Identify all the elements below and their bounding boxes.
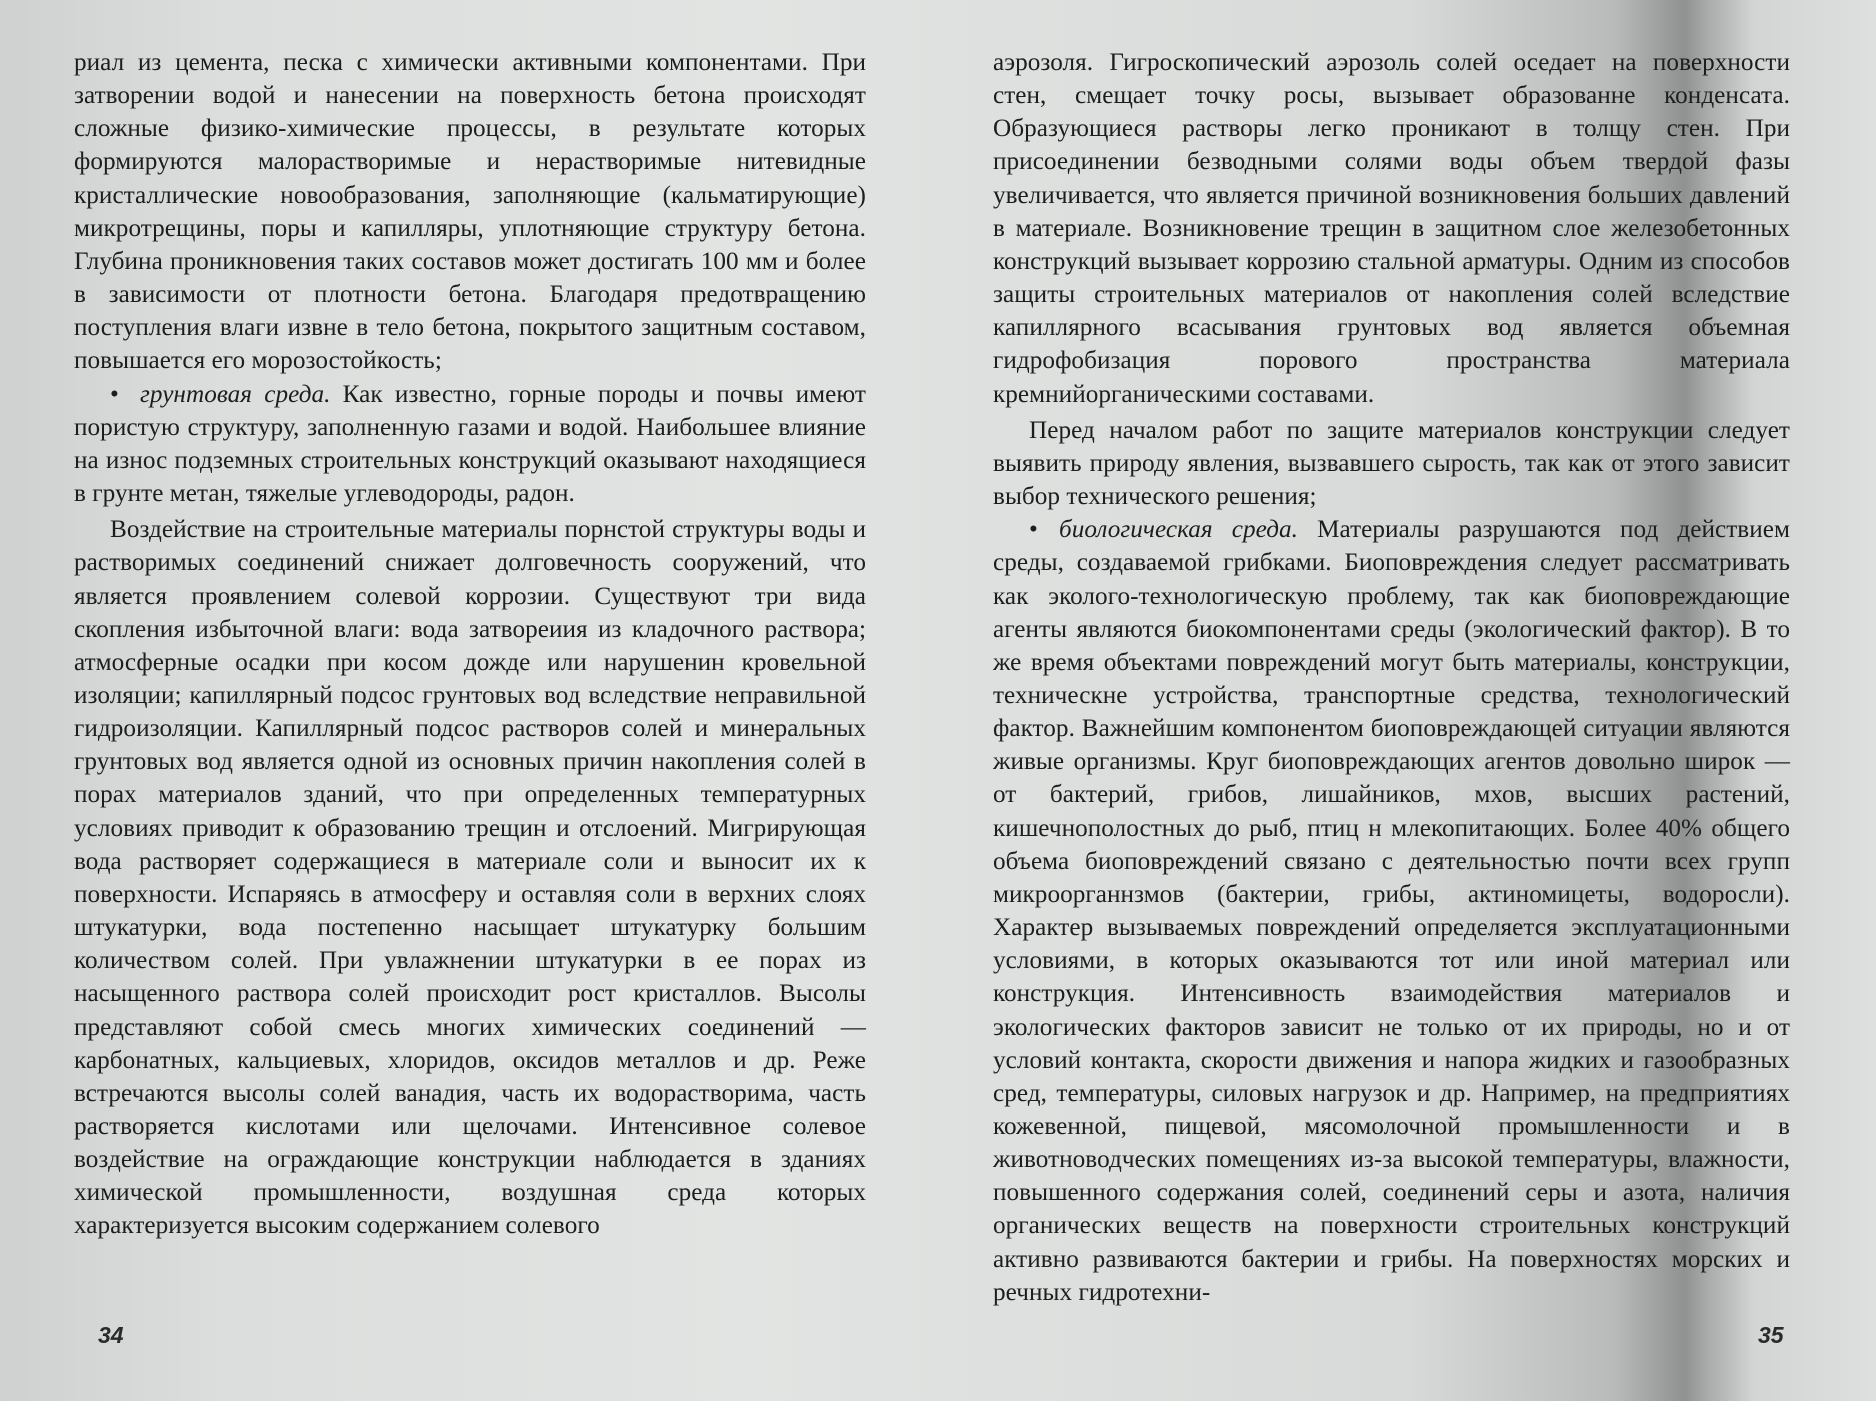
- bullet-icon: •: [110, 380, 119, 408]
- right-bullet-term: биологическая среда.: [1059, 516, 1299, 544]
- right-page-number: 35: [1758, 1322, 1784, 1348]
- left-bullet-item: [74, 378, 866, 511]
- right-bullet-text: Материалы разрушаются под действием среды, создаваемой грибками. Биоповреждения следует рассматривать как эколого-технологическую проблему, так как биоповреждающие агенты являются биокомпонентами среды (экологический фактор). В то же время объектами повреждений могут быть материалы, конструкции, техническне устройства, транспортные средства, технологический фактор. Важнейшим компонентом биоповреждающей ситуации являются живые организмы. Круг биоповреждающих агентов довольно широк — от бактерий, грибов, лишайников, мхов, высших растений, кишечнополостных до рыб, птиц н млекопитающих. Более 40% общего объема биоповреждений связано с деятельностью почти всех групп микроорганнзмов (бактерии, грибы, актиномицеты, водоросли). Характер вызываемых повреждений определяется эксплуатационными условиями, в которых оказываются тот или иной материал или конструкция. Интенсивность взаимодействия материалов и экологических факторов зависит не только от их природы, но и от условий контакта, скорости движения и напора жидких и газообразных сред, температуры, силовых нагрузок и др. Например, на предприятиях кожевенной, пищевой, мясомолочной промышленности и в животноводческих помещениях из-за высокой температуры, влажности, повышенного содержания солей, соединений серы и азота, наличия органических веществ на поверхности строительных конструкций активно развиваются бактерии и грибы. На поверхностях морских и речных гидротехни-: [993, 516, 1790, 1306]
- right-page: [993, 46, 1790, 1309]
- left-page-number: 34: [98, 1322, 124, 1348]
- right-bullet-item: [993, 513, 1790, 1309]
- left-paragraph-1: риал из цемента, песка с химически активными компонентами. При затворении водой и нанесении на поверхность бетона происходят сложные физико-химические процессы, в результате которых формируются малорастворимые и нерастворимые нитевидные кристаллические новообразования, заполняющие (кальматирующие) микротрещины, поры и капилляры, уплотняющие структуру бетона. Глубина проникновения таких составов может достигать 100 мм и более в зависимости от плотности бетона. Благодаря предотвращению поступления влаги извне в тело бетона, покрытого защитным составом, повышается его морозостойкость;: [74, 49, 866, 375]
- left-page: [74, 46, 866, 1243]
- right-paragraph-2: Перед началом работ по защите материалов конструкции следует выявить природу явления, вызвавшего сырость, так как от этого зависит выбор технического решения;: [993, 416, 1790, 511]
- left-paragraph-3: Воздействие на строительные материалы порнстой структуры воды и растворимых соединений снижает долговечность сооружений, что является проявлением солевой коррозии. Существуют три вида скопления избыточной влаги: вода затвореиия из кладочного раствора; атмосферные осадки при косом дожде или нарушенин кровельной изоляции; капиллярный подсос грунтовых вод вследствие неправильной гидроизоляции. Капиллярный подсос растворов солей и минеральных грунтовых вод является одной из основных причин накопления солей в порах материалов зданий, что при определенных температурных условиях приводит к образованию трещин и отслоений. Мигрирующая вода растворяет содержащиеся в материале соли и выносит их к поверхности. Испаряясь в атмосферу и оставляя соли в верхних слоях штукатурки, вода постепенно насыщает штукатурку большим количеством солей. При увлажнении штукатурки в ее порах из насыщенного раствора солей происходит рост кристаллов. Высолы представляют собой смесь многих химических соединений — карбонатных, кальциевых, хлоридов, оксидов металлов и др. Реже встречаются высолы солей ванадия, часть их водорастворима, часть растворяется кислотами или щелочами. Интенсивное солевое воздействие на ограждающие конструкции наблюдается в зданиях химической промышленности, воздушная среда которых характеризуется высоким содержанием солевого: [74, 516, 866, 1240]
- left-bullet-term: грунтовая среда.: [140, 380, 331, 408]
- right-paragraph-1: аэрозоля. Гигроскопический аэрозоль солей оседает на поверхности стен, смещает точку росы, вызывает образованне конденсата. Образующиеся растворы легко проникают в толщу стен. При присоединении безводными солями воды объем твердой фазы увеличивается, что является причиной возникновения больших давлений в материале. Возникновение трещин в защитном слое железобетонных конструкций вызывает коррозию стальной арматуры. Одним из способов защиты строительных материалов от накопления солей вследствие капиллярного всасывания грунтовых вод является объемная гидрофобизация порового пространства материала кремнийорганическими составами.: [993, 49, 1790, 408]
- bullet-icon: •: [1029, 516, 1038, 544]
- left-bullet-text: Как известно, горные породы и почвы имеют пористую структуру, заполненную газами и водой. Наибольшее влияние на износ подземных строительных конструкций оказывают находящиеся в грунте метан, тяжелые углеводороды, радон.: [74, 380, 866, 508]
